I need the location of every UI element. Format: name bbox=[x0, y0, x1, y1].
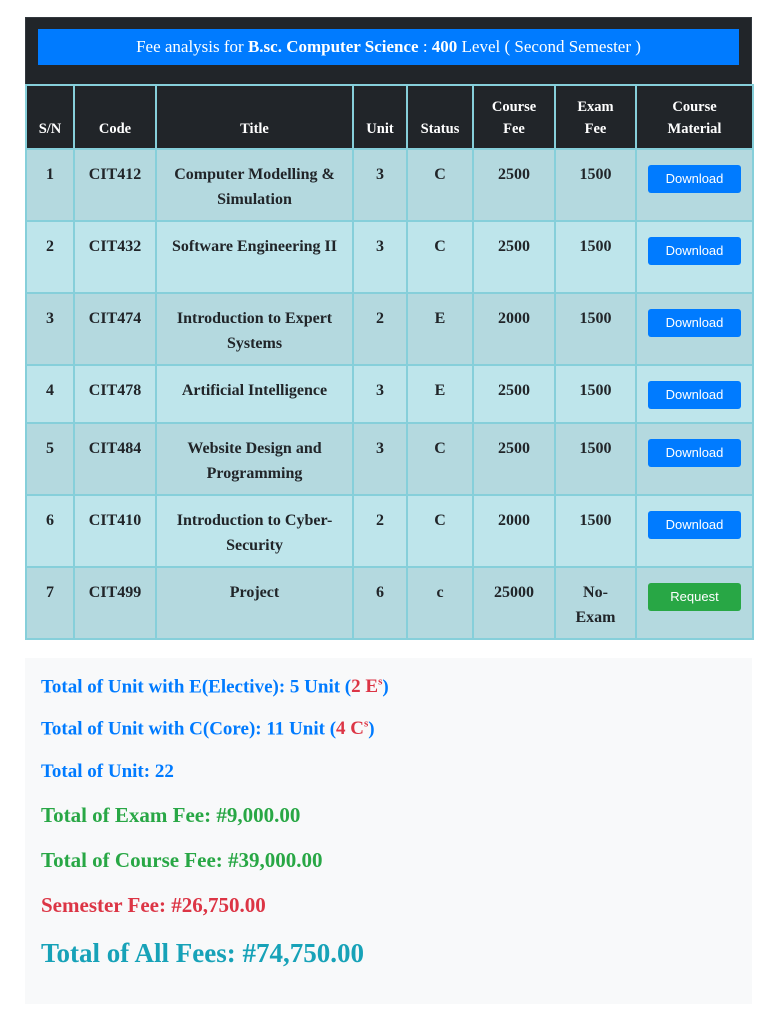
download-button[interactable]: Download bbox=[648, 309, 741, 337]
table-row bbox=[26, 293, 753, 365]
cell-exam-fee: 1500 bbox=[555, 149, 636, 221]
cell-unit: 3 bbox=[353, 365, 407, 423]
header-course-fee: Course Fee bbox=[473, 85, 555, 149]
banner-separator: : bbox=[418, 37, 432, 56]
banner-level: 400 bbox=[431, 37, 458, 56]
cell-status: C bbox=[407, 221, 473, 293]
cell-status: E bbox=[407, 293, 473, 365]
total-exam-fee: Total of Exam Fee: #9,000.00 bbox=[41, 803, 301, 827]
cell-unit: 6 bbox=[353, 567, 407, 639]
header-code: Code bbox=[74, 85, 156, 149]
cell-exam-fee: No-Exam bbox=[555, 567, 636, 639]
cell-code: CIT499 bbox=[74, 567, 156, 639]
cell-code: CIT478 bbox=[74, 365, 156, 423]
cell-material bbox=[636, 365, 753, 423]
cell-course-fee: 2500 bbox=[473, 149, 555, 221]
download-button[interactable]: Download bbox=[648, 381, 741, 409]
table-row bbox=[26, 495, 753, 567]
cell-course-fee: 2000 bbox=[473, 495, 555, 567]
cell-sn: 3 bbox=[26, 293, 74, 365]
cell-title: Software Engineering II bbox=[156, 221, 353, 293]
fee-analysis-table-wrapper bbox=[25, 17, 752, 640]
cell-material bbox=[636, 293, 753, 365]
download-button[interactable]: Download bbox=[648, 237, 741, 265]
cell-exam-fee: 1500 bbox=[555, 221, 636, 293]
cell-sn: 7 bbox=[26, 567, 74, 639]
total-course-fee: Total of Course Fee: #39,000.00 bbox=[41, 848, 323, 872]
request-button[interactable]: Request bbox=[648, 583, 741, 611]
cell-title: Project bbox=[156, 567, 353, 639]
cell-unit: 3 bbox=[353, 221, 407, 293]
cell-code: CIT474 bbox=[74, 293, 156, 365]
header-unit: Unit bbox=[353, 85, 407, 149]
header-status: Status bbox=[407, 85, 473, 149]
cell-course-fee: 2500 bbox=[473, 221, 555, 293]
cell-course-fee: 2500 bbox=[473, 365, 555, 423]
cell-sn: 2 bbox=[26, 221, 74, 293]
table-row bbox=[26, 149, 753, 221]
header-title: Title bbox=[156, 85, 353, 149]
cell-exam-fee: 1500 bbox=[555, 293, 636, 365]
total-all-fees: Total of All Fees: #74,750.00 bbox=[41, 938, 364, 968]
cell-status: E bbox=[407, 365, 473, 423]
cell-material bbox=[636, 423, 753, 495]
cell-exam-fee: 1500 bbox=[555, 365, 636, 423]
banner-suffix: Level ( Second Semester ) bbox=[457, 37, 641, 56]
header-exam-fee: Exam Fee bbox=[555, 85, 636, 149]
cell-exam-fee: 1500 bbox=[555, 495, 636, 567]
cell-title: Computer Modelling & Simulation bbox=[156, 149, 353, 221]
elective-count: 2 $E^s$ bbox=[351, 676, 383, 698]
cell-code: CIT410 bbox=[74, 495, 156, 567]
cell-material bbox=[636, 495, 753, 567]
cell-exam-fee: 1500 bbox=[555, 423, 636, 495]
banner-programme: B.sc. Computer Science bbox=[247, 37, 419, 56]
cell-code: CIT412 bbox=[74, 149, 156, 221]
cell-sn: 5 bbox=[26, 423, 74, 495]
table-header-row bbox=[26, 85, 753, 149]
cell-unit: 2 bbox=[353, 293, 407, 365]
table-caption-box bbox=[25, 17, 752, 84]
cell-title: Introduction to Cyber-Security bbox=[156, 495, 353, 567]
header-course-material: Course Material bbox=[636, 85, 753, 149]
semester-fee: Semester Fee: #26,750.00 bbox=[41, 893, 266, 917]
cell-code: CIT484 bbox=[74, 423, 156, 495]
fee-summary-panel bbox=[25, 658, 752, 1004]
cell-material bbox=[636, 567, 753, 639]
cell-unit: 3 bbox=[353, 423, 407, 495]
fee-analysis-banner bbox=[38, 29, 739, 65]
download-button[interactable]: Download bbox=[648, 439, 741, 467]
core-count: 4 $C^s$ bbox=[336, 718, 369, 740]
cell-title: Introduction to Expert Systems bbox=[156, 293, 353, 365]
cell-course-fee: 2500 bbox=[473, 423, 555, 495]
cell-status: C bbox=[407, 149, 473, 221]
cell-unit: 3 bbox=[353, 149, 407, 221]
download-button[interactable]: Download bbox=[648, 511, 741, 539]
cell-status: c bbox=[407, 567, 473, 639]
elective-units-total: Total of Unit with E(Elective): 5 Unit (2 $E^s$) bbox=[41, 676, 389, 698]
cell-unit: 2 bbox=[353, 495, 407, 567]
table-row bbox=[26, 567, 753, 639]
table-row bbox=[26, 365, 753, 423]
total-units: Total of Unit: 22 bbox=[41, 761, 174, 782]
cell-material bbox=[636, 149, 753, 221]
cell-title: Artificial Intelligence bbox=[156, 365, 353, 423]
table-row bbox=[26, 221, 753, 293]
cell-sn: 4 bbox=[26, 365, 74, 423]
cell-material bbox=[636, 221, 753, 293]
cell-title: Website Design and Programming bbox=[156, 423, 353, 495]
cell-status: C bbox=[407, 495, 473, 567]
cell-course-fee: 25000 bbox=[473, 567, 555, 639]
banner-prefix: Fee analysis for bbox=[136, 37, 248, 56]
core-units-total: Total of Unit with C(Core): 11 Unit (4 $C^s$) bbox=[41, 718, 375, 740]
cell-sn: 6 bbox=[26, 495, 74, 567]
cell-course-fee: 2000 bbox=[473, 293, 555, 365]
header-sn: S/N bbox=[26, 85, 74, 149]
table-row bbox=[26, 423, 753, 495]
cell-sn: 1 bbox=[26, 149, 74, 221]
download-button[interactable]: Download bbox=[648, 165, 741, 193]
fee-table bbox=[25, 84, 754, 640]
cell-code: CIT432 bbox=[74, 221, 156, 293]
cell-status: C bbox=[407, 423, 473, 495]
